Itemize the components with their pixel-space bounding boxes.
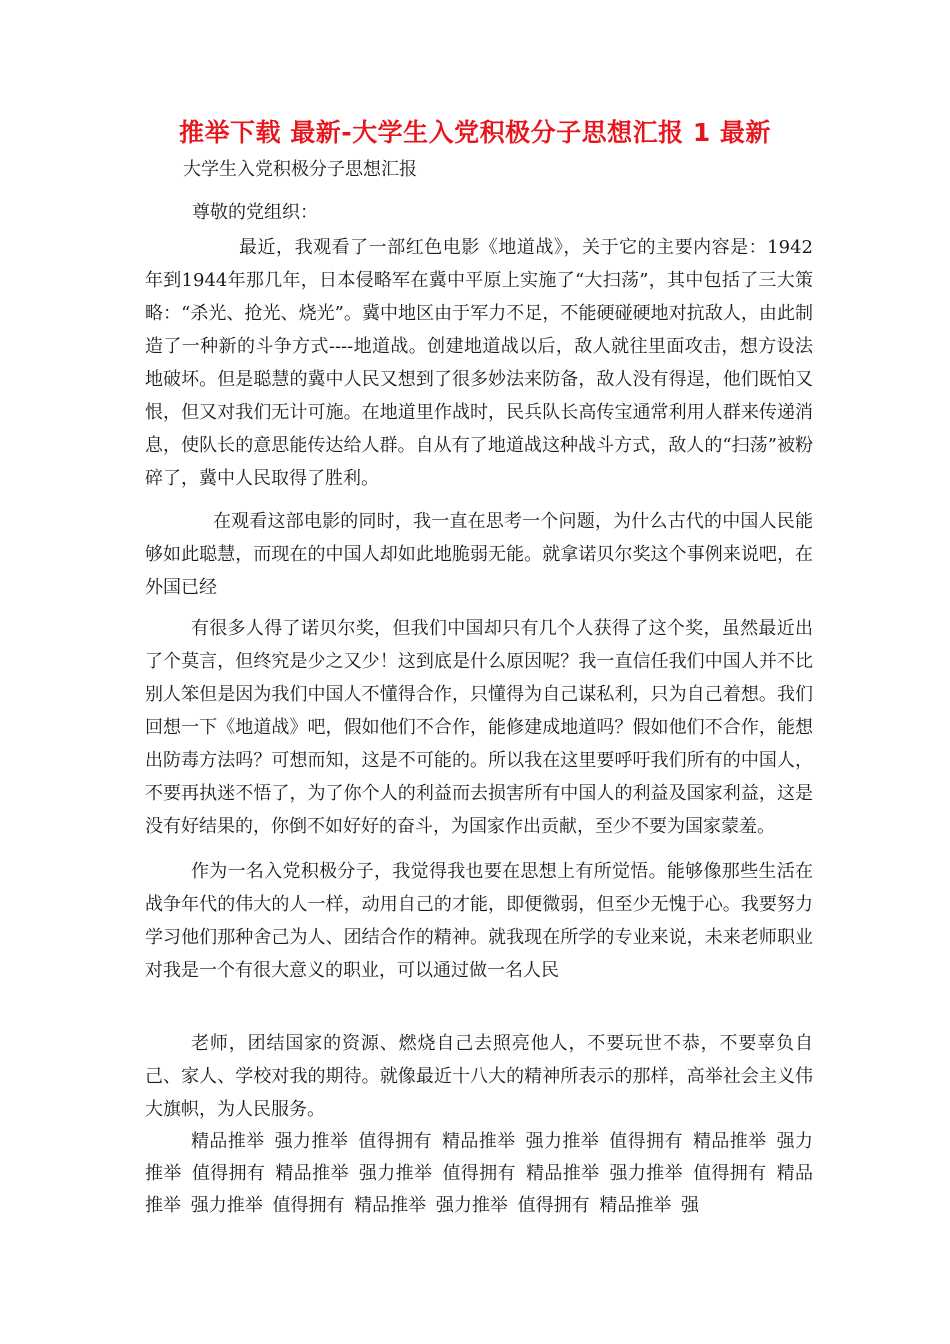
paragraph: 最近，我观看了一部红色电影《地道战》，关于它的主要内容是：1942年到1944年那几年，日本侵略军在冀中平原上实施了“大扫荡”，其中包括了三大策略：“杀光、抢光、烧光”。冀中地区由于军力不足，不能硬碰硬地对抗敌人，由此制造了一种新的斗争方式----地道战。创建地道战以后，敌人就往里面攻击，想方设法地破坏。但是聪慧的冀中人民又想到了很多妙法来防备，敌人没有得逞，他们既怕又恨，但又对我们无计可施。在地道里作战时，民兵队长高传宝通常利用人群来传递消息，使队长的意思能传达给人群。自从有了地道战这种战斗方式，敌人的“扫荡”被粉碎了，冀中人民取得了胜利。	[145, 237, 813, 489]
salutation: 尊敬的党组织：	[192, 202, 318, 223]
document-subtitle: 大学生入党积极分子思想汇报	[183, 159, 417, 180]
paragraph: 有很多人得了诺贝尔奖，但我们中国却只有几个人获得了这个奖，虽然最近出了个莫言，但终究是少之又少！这到底是什么原因呢？我一直信任我们中国人并不比别人笨但是因为我们中国人不懂得合作，只懂得为自己谋私利，只为自己着想。我们回想一下《地道战》吧，假如他们不合作，能修建成地道吗？假如他们不合作，能想出防毒方法吗？可想而知，这是不可能的。所以我在这里要呼吁我们所有的中国人，不要再执迷不悟了，为了你个人的利益而去损害所有中国人的利益及国家利益，这是没有好结果的，你倒不如好好的奋斗，为国家作出贡献，至少不要为国家蒙羞。	[145, 618, 813, 837]
paragraph: 老师，团结国家的资源、燃烧自己去照亮他人，不要玩世不恭，不要辜负自己、家人、学校对我的期待。就像最近十八大的精神所表示的那样，高举社会主义伟大旗帜，为人民服务。	[145, 1033, 813, 1120]
document-title: 推举下载 最新-大学生入党积极分子思想汇报 1 最新	[179, 118, 771, 147]
paragraph: 在观看这部电影的同时，我一直在思考一个问题，为什么古代的中国人民能够如此聪慧，而现在的中国人却如此地脆弱无能。就拿诺贝尔奖这个事例来说吧，在外国已经	[145, 511, 813, 598]
paragraph: 作为一名入党积极分子，我觉得我也要在思想上有所觉悟。能够像那些生活在战争年代的伟大的人一样，动用自己的才能，即便微弱，但至少无愧于心。我要努力学习他们那种舍己为人、团结合作的精神。就我现在所学的专业来说，未来老师职业对我是一个有很大意义的职业，可以通过做一名人民	[145, 861, 813, 981]
promo-text-paragraph: 精品推举 强力推举 值得拥有 精品推举 强力推举 值得拥有 精品推举 强力推举 值得拥有 精品推举 强力推举 值得拥有 精品推举 强力推举 值得拥有 精品推举 强力推举 值得拥有 精品推举 强力推举 值得拥有 精品推举 强	[145, 1131, 813, 1216]
